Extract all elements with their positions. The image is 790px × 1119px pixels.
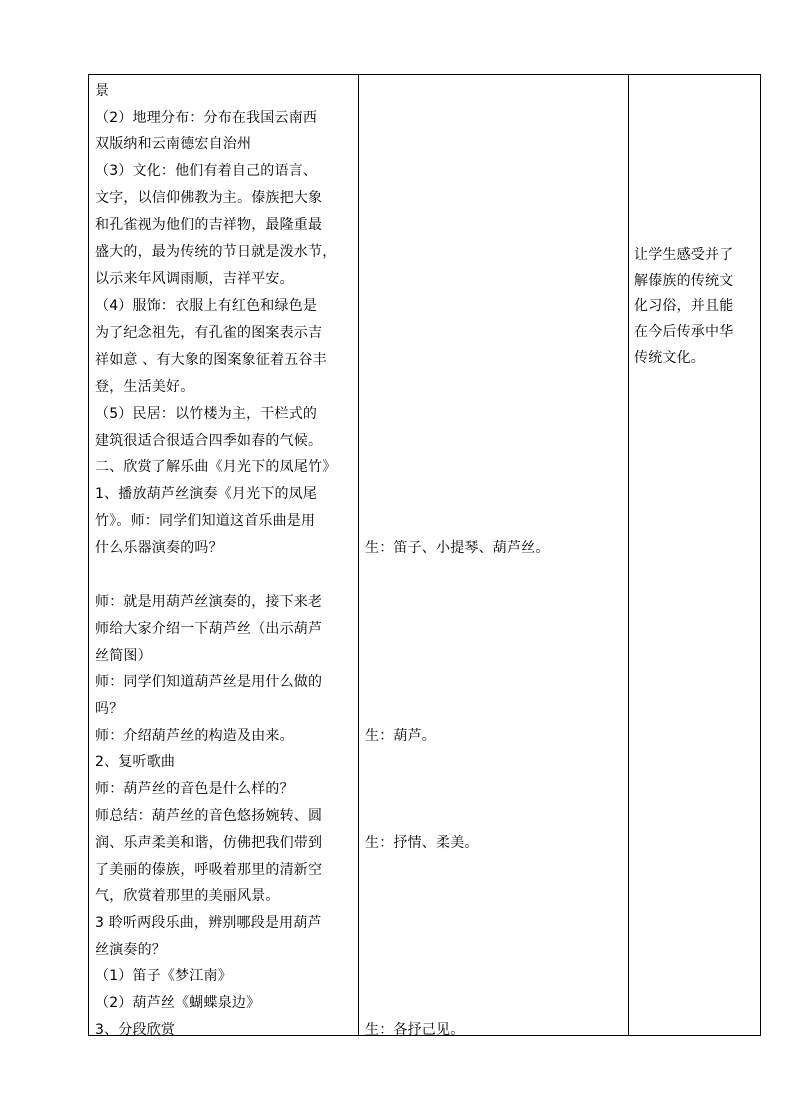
- text-line: 师给大家介绍一下葫芦丝（出示葫芦: [95, 621, 323, 637]
- text-line: 师：同学们知道葫芦丝是用什么做的: [95, 674, 323, 690]
- text-line: 1、播放葫芦丝演奏《月光下的凤尾: [95, 486, 318, 502]
- text-line: 2、复听歌曲: [95, 754, 176, 770]
- text-line: （4）服饰：衣服上有红色和绿色是: [95, 298, 318, 314]
- text-line: 生：抒情、柔美。: [365, 835, 479, 851]
- design-intent-column: [634, 75, 758, 1035]
- text-line: 了美丽的傣族，呼吸着那里的清新空: [95, 862, 323, 878]
- text-line: 师：就是用葫芦丝演奏的，接下来老: [95, 594, 323, 610]
- text-line: 化习俗，并且能: [634, 298, 734, 314]
- text-line: （2）葫芦丝《蝴蝶泉边》: [95, 995, 261, 1011]
- column-divider-2: [628, 75, 629, 1035]
- text-line: 生：笛子、小提琴、葫芦丝。: [365, 540, 550, 556]
- text-line: 气，欣赏着那里的美丽风景。: [95, 888, 280, 904]
- text-line: 丝简图）: [95, 648, 152, 664]
- text-line: 双版纳和云南德宏自治州: [95, 136, 252, 152]
- text-line: 3 聆听两段乐曲，辨别哪段是用葫芦: [95, 915, 322, 931]
- text-line: 在今后传承中华: [634, 324, 734, 340]
- text-line: 景: [95, 83, 110, 99]
- lesson-plan-table: [88, 74, 761, 1036]
- text-line: 以示来年风调雨顺，吉祥平安。: [95, 271, 294, 287]
- text-line: 祥如意 、有大象的图案象征着五谷丰: [95, 352, 327, 368]
- text-line: 师总结：葫芦丝的音色悠扬婉转、圆: [95, 808, 323, 824]
- text-line: （3）文化：他们有着自己的语言、: [95, 163, 318, 179]
- student-activity-column: [365, 75, 625, 1038]
- text-line: 吗？: [95, 701, 124, 717]
- text-line: 师：介绍葫芦丝的构造及由来。: [95, 728, 294, 744]
- text-line: 生：各抒己见。: [365, 1022, 465, 1038]
- text-line: 和孔雀视为他们的吉祥物，最隆重最: [95, 217, 323, 233]
- text-line: 盛大的，最为传统的节日就是泼水节，: [95, 244, 337, 260]
- text-line: 生：葫芦。: [365, 728, 436, 744]
- text-line: 文字，以信仰佛教为主。傣族把大象: [95, 190, 323, 206]
- text-line: （5）民居：以竹楼为主，干栏式的: [95, 406, 318, 422]
- text-line: 3、分段欣赏: [95, 1022, 176, 1038]
- text-line: 传统文化。: [634, 350, 705, 366]
- text-line: （1）笛子《梦江南》: [95, 968, 232, 984]
- text-line: 让学生感受并了: [634, 247, 734, 263]
- column-divider-1: [358, 75, 359, 1035]
- text-line: 师：葫芦丝的音色是什么样的？: [95, 781, 294, 797]
- text-line: 什么乐器演奏的吗？: [95, 540, 223, 556]
- text-line: 建筑很适合很适合四季如春的气候。: [95, 433, 323, 449]
- text-line: （2）地理分布：分布在我国云南西: [95, 110, 318, 126]
- text-line: 竹》。师：同学们知道这首乐曲是用: [95, 513, 316, 529]
- text-line: 为了纪念祖先，有孔雀的图案表示吉: [95, 325, 323, 341]
- text-line: 丝演奏的？: [95, 942, 166, 958]
- text-line: 登，生活美好。: [95, 379, 195, 395]
- text-line: 解傣族的传统文: [634, 273, 734, 289]
- teaching-process-column: [95, 75, 357, 1038]
- text-line: 二、欣赏了解乐曲《月光下的凤尾竹》: [95, 459, 337, 475]
- text-line: 润、乐声柔美和谐，仿佛把我们带到: [95, 835, 323, 851]
